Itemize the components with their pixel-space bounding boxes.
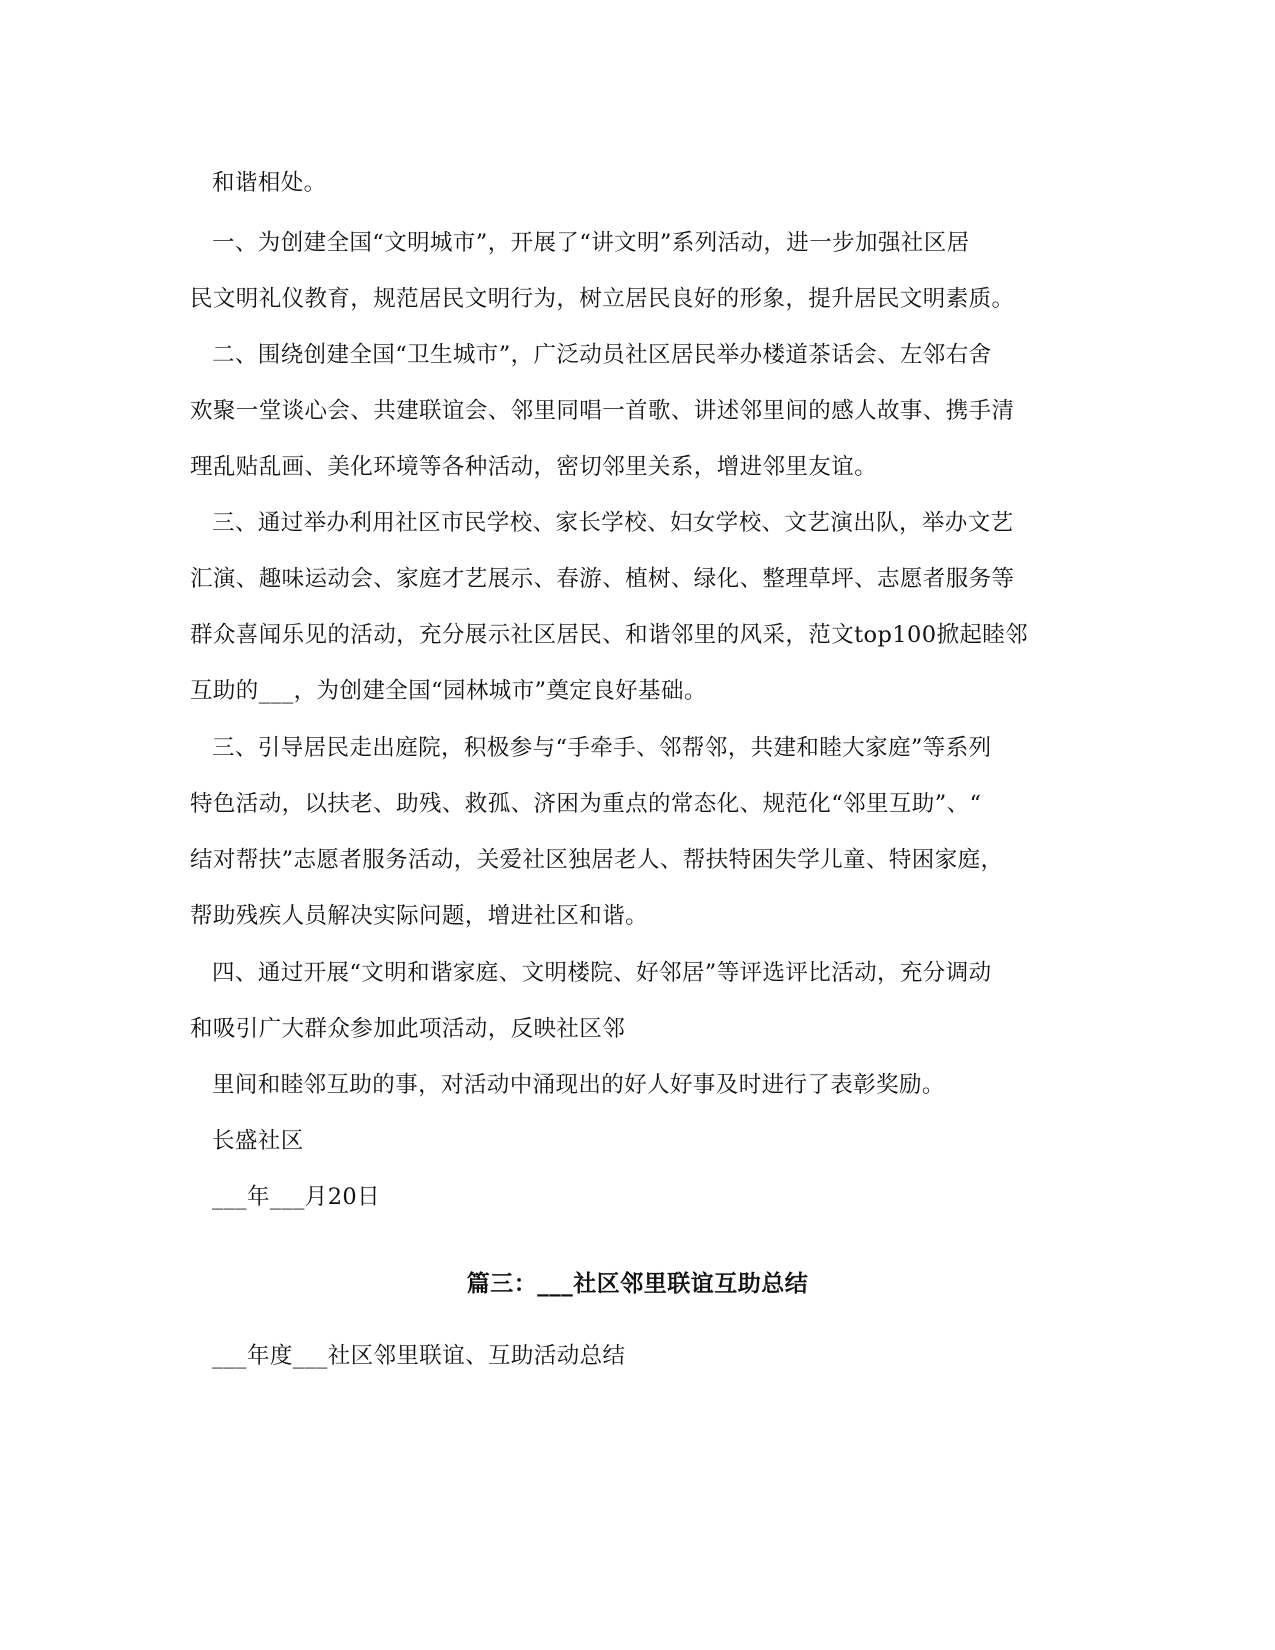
item-3-line-1: 三、通过举办利用社区市民学校、家长学校、妇女学校、文艺演出队，举办文艺 [212,510,1014,536]
item-4-line-3: 里间和睦邻互助的事，对活动中涌现出的好人好事及时进行了表彰奖励。 [212,1072,945,1098]
signature-org: 长盛社区 [212,1128,304,1154]
item-3-line-2: 汇演、趣味运动会、家庭才艺展示、春游、植树、绿化、整理草坪、志愿者服务等 [190,566,1015,592]
item-3b-line-1: 三、引导居民走出庭院，积极参与“手牵手、邻帮邻，共建和睦大家庭”等系列 [212,735,992,761]
item-4-line-2: 和吸引广大群众参加此项活动，反映社区邻 [190,1016,626,1042]
item-4-line-1: 四、通过开展“文明和谐家庭、文明楼院、好邻居”等评选评比活动，充分调动 [212,960,992,986]
paragraph-closing-line: 和谐相处。 [212,170,327,196]
item-2-line-3: 理乱贴乱画、美化环境等各种活动，密切邻里关系，增进邻里友谊。 [190,454,878,480]
section-subheading: ___年度___社区邻里联谊、互助活动总结 [212,1343,626,1369]
item-3b-line-3: 结对帮扶”志愿者服务活动，关爱社区独居老人、帮扶特困失学儿童、特困家庭， [190,847,1004,873]
item-2-line-2: 欢聚一堂谈心会、共建联谊会、邻里同唱一首歌、讲述邻里间的感人故事、携手清 [190,398,1015,424]
item-3-line-4: 互助的___，为创建全国“园林城市”奠定良好基础。 [190,678,707,704]
item-3-line-3: 群众喜闻乐见的活动，充分展示社区居民、和谐邻里的风采，范文top100掀起睦邻 [190,622,1029,648]
item-3b-line-4: 帮助残疾人员解决实际问题，增进社区和谐。 [190,903,649,929]
signature-date: ___年___月20日 [212,1184,381,1210]
section-heading: 篇三：___社区邻里联谊互助总结 [466,1270,809,1297]
item-1-line-1: 一、为创建全国“文明城市”，开展了“讲文明”系列活动，进一步加强社区居 [212,230,970,256]
item-1-line-2: 民文明礼仪教育，规范居民文明行为，树立居民良好的形象，提升居民文明素质。 [190,286,1015,312]
item-3b-line-2: 特色活动，以扶老、助残、救孤、济困为重点的常态化、规范化“邻里互助”、“ [190,791,982,817]
item-2-line-1: 二、围绕创建全国“卫生城市”，广泛动员社区居民举办楼道茶话会、左邻右舍 [212,342,992,368]
